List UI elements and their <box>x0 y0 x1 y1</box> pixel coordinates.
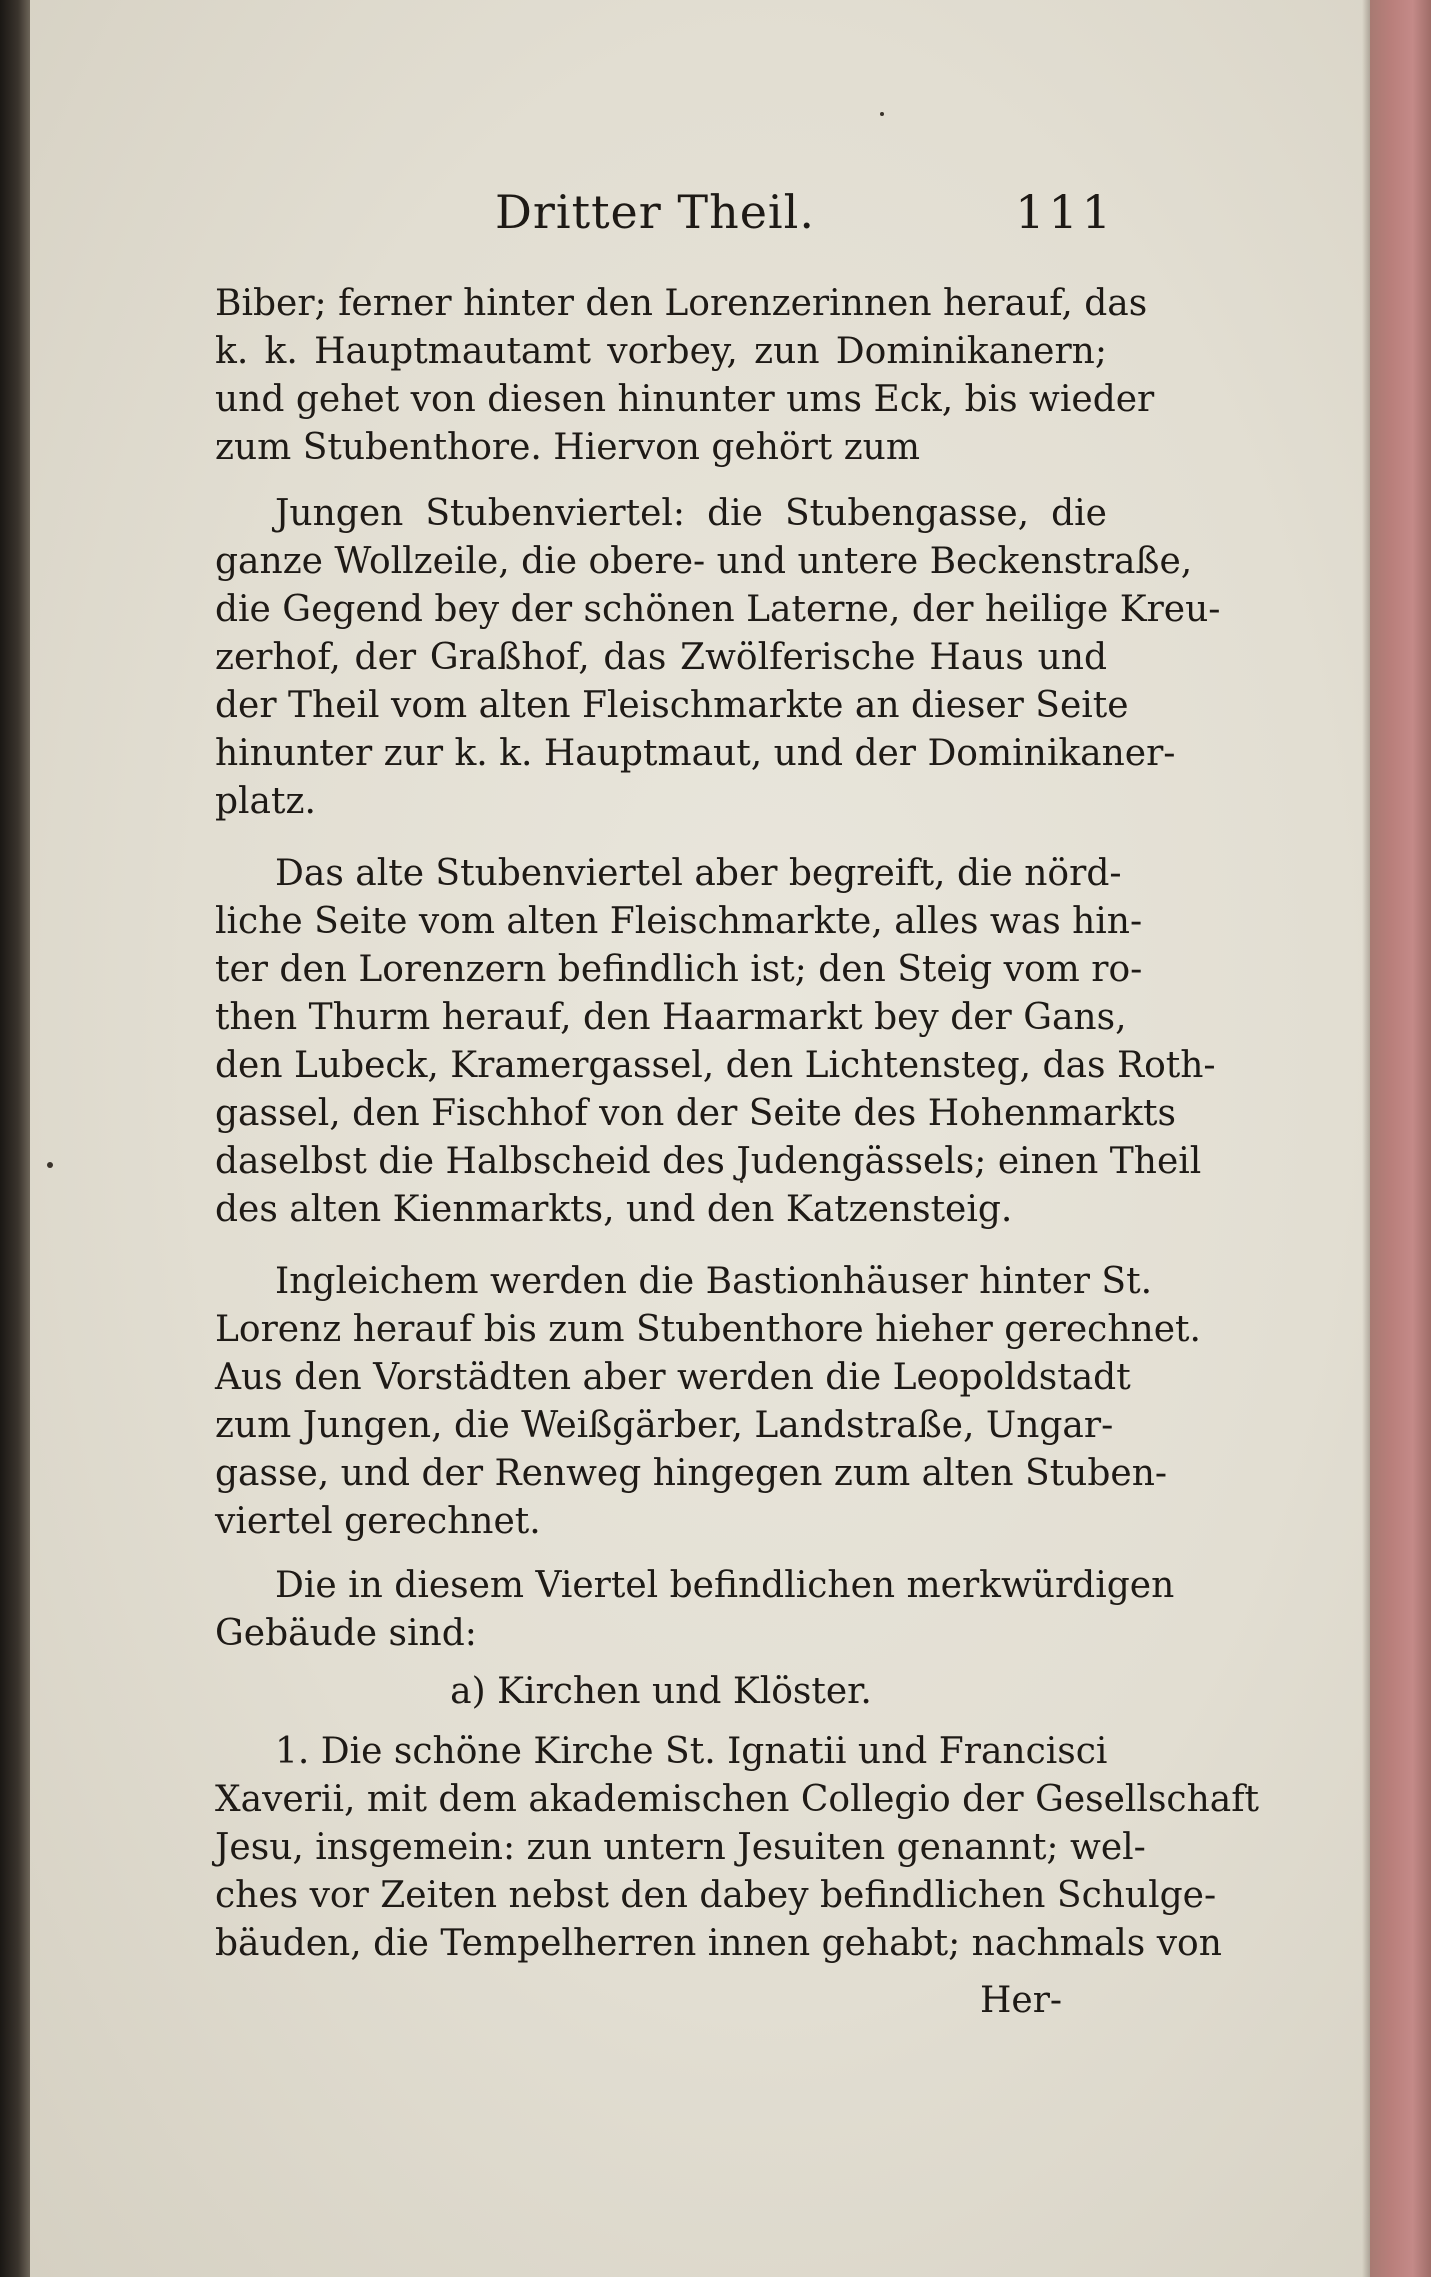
text-line: den Lubeck, Kramergassel, den Lichtensteg, das Roth- <box>215 1045 1216 1086</box>
paper-speck <box>880 112 884 116</box>
text-line: hinunter zur k. k. Hauptmaut, und der Dominikaner- <box>215 733 1176 774</box>
text-line: und gehet von diesen hinunter ums Eck, bis wieder <box>215 379 1155 420</box>
page-number: 111 <box>1015 185 1115 239</box>
text-line: k. k. Hauptmautamt vorbey, zun Dominikanern; <box>215 331 1107 372</box>
paragraph-gebaeude-intro <box>215 1562 1175 1658</box>
text-line: zum Stubenthore. Hiervon gehört zum <box>215 427 920 468</box>
text-line: der Theil vom alten Fleischmarkte an dieser Seite <box>215 685 1129 726</box>
text-line: Lorenz herauf bis zum Stubenthore hieher gerechnet. <box>215 1309 1201 1350</box>
text-line: bäuden, die Tempelherren innen gehabt; nachmals von <box>215 1923 1222 1964</box>
text-line: gasse, und der Renweg hingegen zum alten Stuben- <box>215 1453 1168 1494</box>
page-header <box>495 185 1115 245</box>
text-line: daselbst die Halbscheid des Judengässels; einen Theil <box>215 1141 1202 1182</box>
paragraph-ignatii-kirche <box>215 1728 1260 1968</box>
text-line: then Thurm herauf, den Haarmarkt bey der Gans, <box>215 997 1127 1038</box>
page-edge-red <box>1370 0 1431 2277</box>
text-line: ter den Lorenzern befindlich ist; den Steig vom ro- <box>215 949 1143 990</box>
paragraph-jungen-stubenviertel <box>215 490 1221 826</box>
text-line: viertel gerechnet. <box>215 1501 541 1542</box>
text-line: Jesu, insgemein: zun untern Jesuiten genannt; wel- <box>215 1827 1146 1868</box>
running-head: Dritter Theil. <box>495 185 815 239</box>
text-line: Ingleichem werden die Bastionhäuser hinter St. <box>275 1261 1153 1302</box>
text-line: des alten Kienmarkts, und den Katzensteig. <box>215 1189 1013 1230</box>
section-heading: a) Kirchen und Klöster. <box>450 1671 872 1712</box>
paragraph-bastionhaeuser <box>215 1258 1201 1546</box>
text-line: Das alte Stubenviertel aber begreift, die nörd- <box>275 853 1122 894</box>
catchword: Her- <box>980 1980 1063 2021</box>
text-line: Aus den Vorstädten aber werden die Leopoldstadt <box>215 1357 1131 1398</box>
text-line: Xaverii, mit dem akademischen Collegio der Gesellschaft <box>215 1779 1260 1820</box>
paragraph-alte-stubenviertel <box>215 850 1216 1234</box>
text-line: liche Seite vom alten Fleischmarkte, alles was hin- <box>215 901 1143 942</box>
section-heading-block <box>215 1668 1107 1716</box>
text-line: Gebäude sind: <box>215 1613 477 1654</box>
text-line: platz. <box>215 781 316 822</box>
text-line: Biber; ferner hinter den Lorenzerinnen herauf, das <box>215 283 1148 324</box>
text-line: Die in diesem Viertel befindlichen merkwürdigen <box>275 1565 1175 1606</box>
paper-speck <box>47 1162 53 1168</box>
text-line: 1. Die schöne Kirche St. Ignatii und Francisci <box>275 1731 1108 1772</box>
text-line: die Gegend bey der schönen Laterne, der heilige Kreu- <box>215 589 1221 630</box>
text-line: ches vor Zeiten nebst den dabey befindlichen Schulge- <box>215 1875 1217 1916</box>
text-line: zerhof, der Graßhof, das Zwölferische Haus und <box>215 637 1107 678</box>
text-line: Jungen Stubenviertel: die Stubengasse, die <box>275 493 1107 534</box>
text-line: ganze Wollzeile, die obere- und untere Beckenstraße, <box>215 541 1193 582</box>
text-line: zum Jungen, die Weißgärber, Landstraße, Ungar- <box>215 1405 1114 1446</box>
book-gutter <box>0 0 30 2277</box>
paragraph-continued <box>215 280 1155 472</box>
text-line: gassel, den Fischhof von der Seite des Hohenmarkts <box>215 1093 1176 1134</box>
